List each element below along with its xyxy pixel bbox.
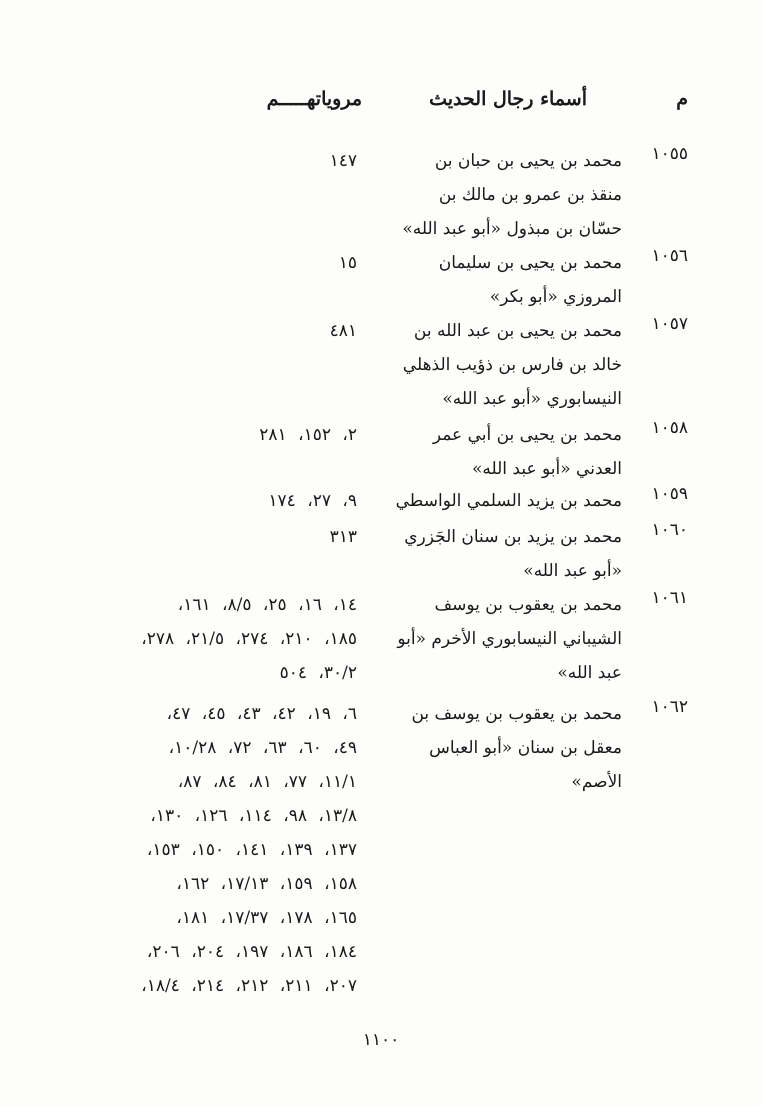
narration-references [57,418,357,452]
entry-number: ١٠٥٧ [651,314,688,334]
narrator-name-line: الشيباني النيسابوري الأخرم «أبو [397,629,622,649]
narration-references [57,314,357,348]
narration-reference-line: ٣١٣ [329,527,357,547]
entry-number: ١٠٦٠ [651,520,688,540]
narration-references [57,144,357,178]
narrator-name [374,520,622,588]
narration-reference-line: ٦، ١٩، ٤٢، ٤٣، ٤٥، ٤٧، [166,704,357,724]
narrator-name-line: محمد بن يحيى بن عبد الله بن [413,321,622,341]
narration-reference-line: ١٤٧ [329,151,357,171]
narration-references [57,246,357,280]
narrator-name [374,697,622,799]
narration-reference-line: ١٣٧، ١٣٩، ١٤١، ١٥٠، ١٥٣، [146,840,357,860]
entry-number: ١٠٦٢ [651,697,688,717]
narration-references [57,588,357,690]
narrator-name-line: معقل بن سنان «أبو العباس [429,738,622,758]
narrator-name-line: حسّان بن مبذول «أبو عبد الله» [402,219,622,239]
column-header-narrations: مروياتهـــــم [266,88,362,110]
narrator-name-line: المروزي «أبو بكر» [489,287,622,307]
page-number: ١١٠٠ [362,1030,400,1050]
narrator-name [374,418,622,486]
narration-reference-line: ٢، ١٥٢، ٢٨١ [259,425,357,445]
narrator-name-line: «أبو عبد الله» [523,561,622,581]
column-header-number: م [676,88,688,110]
entry-number: ١٠٥٩ [651,484,688,504]
narrator-name-line: الأصم» [571,772,622,792]
narration-reference-line: ١٨٤، ١٨٦، ١٩٧، ٢٠٤، ٢٠٦، [146,942,357,962]
narrator-name-line: عبد الله» [557,663,622,683]
narrator-name-line: محمد بن يعقوب بن يوسف [434,595,622,615]
narrator-name-line: محمد بن يزيد السلمي الواسطي [395,491,622,511]
narrator-name [374,246,622,314]
narrator-name [374,144,622,246]
narrator-name-line: العدني «أبو عبد الله» [471,459,622,479]
narration-reference-line: ٣٠/٢، ٥٠٤ [279,663,357,683]
narration-reference-line: ١٤، ١٦، ٢٥، ٨/٥، ١٦١، [177,595,357,615]
narration-reference-line: ١٥ [338,253,357,273]
narration-reference-line: ١١/١، ٧٧، ٨١، ٨٤، ٨٧، [177,772,357,792]
narrator-name-line: منقذ بن عمرو بن مالك بن [438,185,622,205]
narrator-name [374,588,622,690]
entry-number: ١٠٥٨ [651,418,688,438]
entry-number: ١٠٦١ [651,588,688,608]
narration-reference-line: ١٥٨، ١٥٩، ١٧/١٣، ١٦٢، [176,874,357,894]
narration-reference-line: ٤٨١ [329,321,357,341]
narration-reference-line: ١٨٥، ٢١٠، ٢٧٤، ٢١/٥، ٢٧٨، [141,629,357,649]
narration-reference-line: ١٣/٨، ٩٨، ١١٤، ١٢٦، ١٣٠، [150,806,357,826]
narrator-name-line: خالد بن فارس بن ذؤيب الذهلي [402,355,622,375]
entry-number: ١٠٥٥ [651,144,688,164]
narrator-name-line: النيسابوري «أبو عبد الله» [442,389,622,409]
narrator-name-line: محمد بن يعقوب بن يوسف بن [411,704,622,724]
column-header-narrator-names: أسماء رجال الحديث [429,88,587,110]
narration-reference-line: ١٦٥، ١٧٨، ١٧/٣٧، ١٨١، [176,908,357,928]
narration-references [57,697,357,1003]
narrator-name-line: محمد بن يحيى بن سليمان [438,253,622,273]
narration-reference-line: ٢٠٧، ٢١١، ٢١٢، ٢١٤، ١٨/٤، [141,976,357,996]
narration-reference-line: ٤٩، ٦٠، ٦٣، ٧٢، ١٠/٢٨، [168,738,357,758]
narration-reference-line: ٩، ٢٧، ١٧٤ [268,491,357,511]
narrator-name [374,314,622,416]
narrator-name-line: محمد بن يحيى بن أبي عمر [432,425,622,445]
entry-number: ١٠٥٦ [651,246,688,266]
narration-references [57,484,357,518]
narrator-name-line: محمد بن يزيد بن سنان الجَزري [404,527,622,547]
narrator-name [374,484,622,518]
narrator-name-line: محمد بن يحيى بن حبان بن [434,151,622,171]
narration-references [57,520,357,554]
